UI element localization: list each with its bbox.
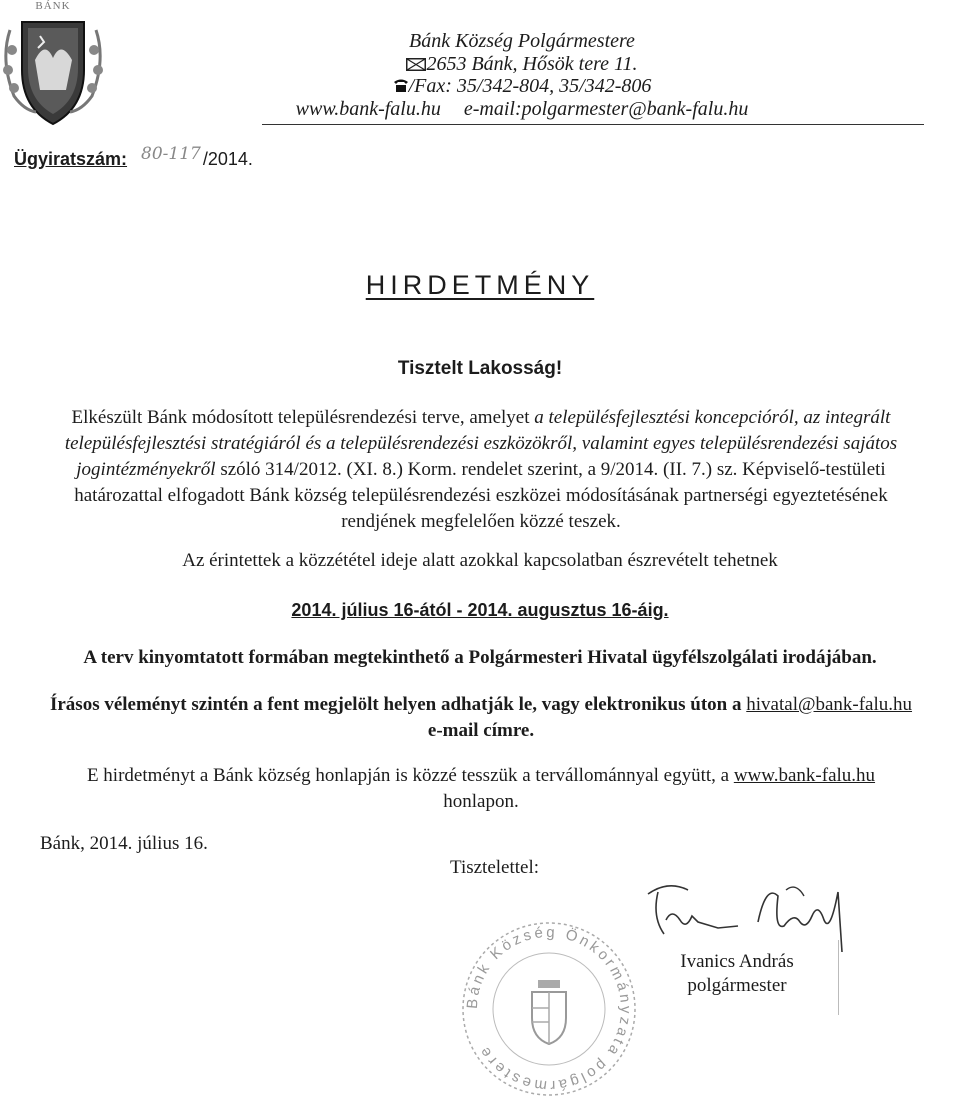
signer-name: Ivanics András [680, 951, 794, 972]
paragraph4-suffix: e-mail címre. [427, 720, 535, 741]
stamp-text: Bánk Község Önkormányzata polgármestere [463, 923, 635, 1095]
address: 2653 Bánk, Hősök tere 11. [426, 52, 638, 75]
telephone-icon [393, 78, 409, 93]
file-number-label: Ügyiratszám: [14, 149, 128, 169]
signer-block [662, 950, 812, 998]
office-name: Bánk Község Polgármestere [409, 30, 635, 52]
paragraph1-intro: Elkészült Bánk módosított településrendezési terve, amelyet [71, 407, 535, 428]
crest-label: BÁNK [35, 0, 71, 12]
comment-period: 2014. július 16-ától - 2014. augusztus 16-áig. [291, 600, 669, 620]
file-number [14, 144, 253, 171]
hungarian-coat-of-arms-stamp-icon [458, 918, 640, 1100]
signer-title: polgármester [687, 975, 787, 996]
address-line [262, 53, 782, 76]
document-title: HIRDETMÉNY [365, 270, 595, 300]
file-number-year: /2014. [202, 149, 253, 169]
contact-line [262, 98, 782, 121]
phone-line [262, 75, 782, 98]
paragraph1-body: szóló 314/2012. (XI. 8.) Korm. rendelet szerint, a 9/2014. (II. 7.) sz. Képviselő-testületi határozattal elfogadott Bánk község településrendezési eszközei módosításának partnerségi egyeztetésének rendjének megfelelően közzé teszek. [74, 459, 888, 532]
scan-artifact-line [838, 940, 839, 1015]
envelope-icon [406, 58, 426, 71]
municipal-coat-of-arms-icon [0, 0, 106, 135]
paragraph5-suffix: honlapon. [443, 791, 519, 812]
file-number-handwritten: 80-117 [141, 144, 201, 164]
header-divider [262, 124, 924, 125]
website-link-body[interactable]: www.bank-falu.hu [733, 765, 876, 786]
regulation-title: a településfejlesztési koncepcióról, az integrált településfejlesztési stratégiáról és a településrendezési eszközökről, valamint egyes településrendezési sajátos jogintézményekről [64, 407, 898, 480]
closing-greeting: Tisztelettel: [450, 857, 540, 878]
place-and-date: Bánk, 2014. július 16. [40, 833, 208, 854]
website-link[interactable]: www.bank-falu.hu [295, 97, 441, 120]
written-opinion-paragraph [48, 692, 914, 744]
paragraph5-text: E hirdetményt a Bánk község honlapján is közzé tesszük a tervállománnyal együtt, a [86, 765, 734, 786]
paragraph4-text: Írásos véleményt szintén a fent megjelölt helyen adhatják le, vagy elektronikus úton a [49, 694, 747, 715]
announcement-paragraph [48, 405, 914, 535]
viewing-location-paragraph: A terv kinyomtatott formában megtekinthető a Polgármesteri Hivatal ügyfélszolgálati irodájában. [83, 647, 877, 668]
office-email-link[interactable]: hivatal@bank-falu.hu [746, 694, 913, 715]
phone-fax: /Fax: 35/342-804, 35/342-806 [408, 75, 652, 97]
website-paragraph [48, 763, 914, 815]
salutation: Tisztelt Lakosság! [397, 358, 563, 379]
email-address[interactable]: e-mail:polgarmester@bank-falu.hu [463, 97, 749, 120]
letterhead [262, 30, 782, 120]
comment-paragraph: Az érintettek a közzététel ideje alatt azokkal kapcsolatban észrevételt tehetnek [182, 550, 778, 571]
handwritten-signature-icon [628, 872, 858, 952]
